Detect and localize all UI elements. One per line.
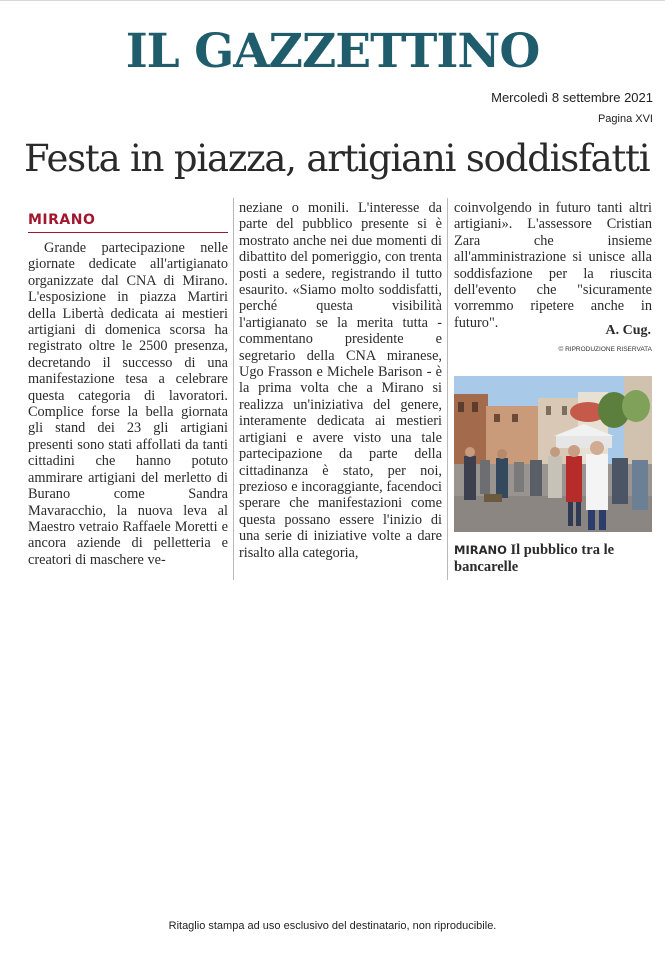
column-divider bbox=[233, 198, 234, 580]
footer-notice: Ritaglio stampa ad uso esclusivo del destinatario, non riproducibile. bbox=[168, 920, 497, 932]
section-label: MIRANO bbox=[28, 212, 96, 228]
page-number: Pagina XVI bbox=[597, 113, 653, 125]
article-column-1 bbox=[28, 240, 228, 568]
photo-caption bbox=[454, 542, 652, 576]
column-3-text: coinvolgendo in futuro tanti altri artigiani». L'assessore Cristian Zara che insieme all'amministrazione si unisce alla soddisfazione per la riuscita dell'evento che "sicuramente vorremmo ripetere anche in futuro". bbox=[454, 200, 652, 331]
caption-place: MIRANO bbox=[454, 543, 507, 557]
caption-text: Il pubblico tra le bancarelle bbox=[454, 542, 615, 575]
copyright-notice: © RIPRODUZIONE RISERVATA bbox=[558, 346, 652, 353]
column-2-text: neziane o monili. L'interesse da parte del pubblico presente si è mostrato anche nei due momenti di dibattito del pomeriggio, con trenta posti a sedere, registrando il tutto esaurito. «Siamo molto soddisfatti, perché questa visibilità l'artigianato se la merita tutta - commentano presidente e segretario della CNA miranese, Ugo Frasson e Michele Barison - è la prima volta che a Mirano si realizza un'iniziativa del genere, interamente dedicata ai mestieri artigiani e avere visto una tale partecipazione da parte della cittadinanza è stato, per noi, prezioso e incoraggiante, facendoci sperare che manifestazioni come questa possano essere l'inizio di una serie di iniziative volte a dare risalto alla categoria, bbox=[239, 200, 442, 561]
column-divider bbox=[447, 198, 448, 580]
publication-date: Mercoledì 8 settembre 2021 bbox=[491, 90, 653, 105]
article-column-2 bbox=[239, 200, 442, 561]
top-rule bbox=[0, 0, 665, 1]
author-signature: A. Cug. bbox=[605, 323, 651, 338]
column-1-text: Grande partecipazione nelle giornate dedicate all'artigianato organizzate dal CNA di Mirano. L'esposizione in piazza Martiri della Libertà dedicata ai mestieri artigiani di domenica scorsa ha registrato oltre le 2500 presenza, decretando il successo di una manifestazione tesa a celebrare questa categoria di lavoratori. Complice forse la bella giornata gli stand dei 23 gli artigiani presenti sono stati affollati da tanti cittadini che hanno potuto ammirare artigiani del merletto di Burano come Sandra Mavaracchio, la nuova leva al Maestro vetraio Raffaele Moretti e ancora aziende di pelletteria e creatori di maschere ve- bbox=[28, 240, 228, 568]
newspaper-masthead: IL GAZZETTINO bbox=[125, 24, 540, 79]
crowd-photo-illustration bbox=[454, 376, 652, 532]
article-column-3 bbox=[454, 200, 652, 331]
article-headline: Festa in piazza, artigiani soddisfatti bbox=[24, 137, 650, 180]
section-rule bbox=[28, 232, 228, 233]
article-photo bbox=[454, 376, 652, 532]
